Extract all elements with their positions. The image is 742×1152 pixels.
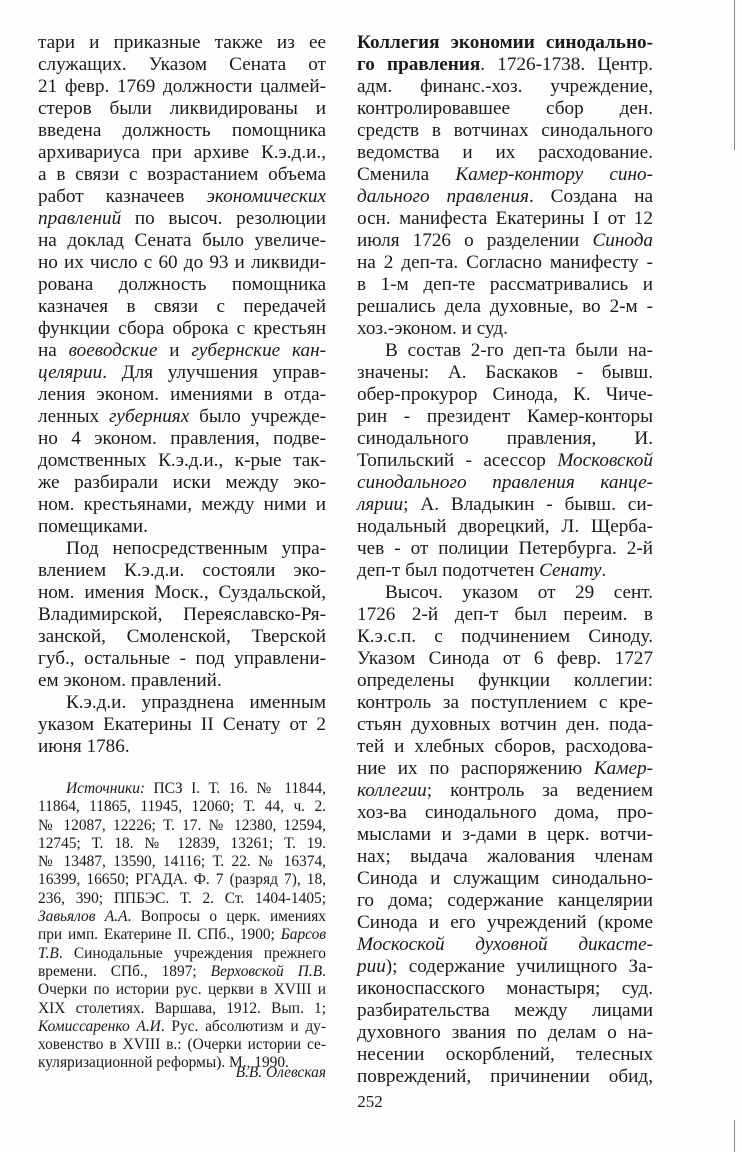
source-line: [38, 798, 326, 816]
text-run: Синода и его учреждений (кроме: [357, 912, 653, 933]
italic-term: Московской: [557, 450, 653, 471]
text-run: архивариуса при архиве К.э.д.и.,: [38, 142, 326, 163]
text-line: [38, 98, 326, 120]
source-line: [38, 1036, 326, 1054]
text-run: на 2 деп-та. Согласно манифесту -: [357, 252, 653, 273]
text-run: Топильский - асессор: [357, 450, 558, 471]
text-line: [357, 318, 653, 340]
text-run: тей и хлебных сборов, расходова-: [357, 736, 653, 757]
text-run: осн. манифеста Екатерины I от 12: [357, 208, 653, 229]
text-run: решались дела духовные, во 2-м -: [357, 296, 653, 317]
text-line: [357, 274, 653, 296]
text-line: [357, 890, 653, 912]
source-line: [38, 963, 326, 981]
text-line: [357, 230, 653, 252]
text-line: [357, 252, 653, 274]
text-run: мыслами и з-дами в церк. вотчи-: [357, 824, 653, 845]
article-author: В.В. Олевская: [235, 1064, 326, 1081]
text-line: [38, 164, 326, 186]
text-run: ленных: [38, 406, 109, 427]
text-run: определены функции коллегии:: [357, 670, 653, 691]
text-run: функции сбора оброка с крестьян: [38, 318, 326, 339]
text-run: служащих. Указом Сената от: [38, 54, 326, 75]
text-line: [38, 384, 326, 406]
italic-term: губерниях: [108, 406, 190, 427]
text-line: [38, 406, 326, 428]
source-line: [38, 1018, 326, 1036]
text-run: нодальный дворецкий, Л. Щерба-: [357, 516, 653, 537]
text-run: по высоч. резолюции: [121, 208, 326, 229]
sources-footnote: [38, 780, 326, 1073]
text-run: и: [157, 340, 192, 361]
text-run: губ., остальные - под управлени-: [38, 648, 326, 669]
source-line: [38, 871, 326, 889]
text-run: а в связи с возрастанием объема: [38, 164, 326, 185]
text-run: средств в вотчинах синодального: [357, 120, 653, 141]
text-line: [357, 692, 653, 714]
text-run: ведомства и их расходование.: [357, 142, 653, 163]
text-line: [357, 450, 653, 472]
text-line: [357, 428, 653, 450]
text-run: 16399, 16650; РГАДА. Ф. 7 (разряд 7), 18,: [38, 871, 326, 889]
text-run: ховенство в XVIII в.: (Очерки истории се-: [38, 1036, 326, 1054]
text-line: [38, 670, 326, 692]
text-run: деп-т был подотчетен: [357, 560, 540, 581]
text-line: [38, 120, 326, 142]
text-run: времени. СПб., 1897;: [38, 962, 211, 980]
text-run: тари и приказные также из ее: [38, 32, 326, 53]
text-run: 1726 2-й деп-т был переим. в: [357, 604, 653, 625]
source-line: [38, 853, 326, 871]
italic-term: коллегии: [357, 780, 427, 801]
italic-term: Москоской духовной дикасте-: [357, 934, 653, 955]
text-line: [357, 846, 653, 868]
text-line: [38, 428, 326, 450]
text-line: [38, 560, 326, 582]
italic-term: лярии: [357, 494, 404, 515]
text-run: В состав 2-го деп-та были на-: [385, 340, 653, 361]
text-line: [357, 1044, 653, 1066]
text-line: [357, 1022, 653, 1044]
text-run: было учрежде-: [189, 406, 326, 427]
text-run: Очерки по истории рус. церкви в XVIII и: [38, 981, 326, 999]
text-line: [357, 824, 653, 846]
text-line: [357, 1000, 653, 1022]
text-line: [38, 340, 326, 362]
text-run: разбирательства между лицами: [357, 1000, 653, 1021]
text-line: [38, 76, 326, 98]
text-line: [357, 780, 653, 802]
text-run: при имп. Екатерине II. СПб., 1900;: [38, 926, 281, 944]
text-line: [357, 76, 653, 98]
text-line: [38, 230, 326, 252]
text-line: [38, 692, 326, 714]
italic-term: рии: [357, 956, 386, 977]
italic-term: синодального правления канце-: [357, 472, 653, 493]
text-line: [357, 978, 653, 1000]
text-run: несении оскорблений, телесных: [357, 1044, 653, 1065]
text-run: нах; выдача жалования членам: [357, 846, 653, 867]
text-line: [357, 758, 653, 780]
text-run: . 1726-1738. Центр.: [480, 54, 654, 75]
text-run: домственных К.э.д.и., к-рые так-: [38, 450, 326, 471]
text-line: [357, 560, 653, 582]
italic-term: Сенату: [539, 560, 602, 581]
text-run: адм. финанс.-хоз. учреждение,: [357, 76, 653, 97]
text-run: повреждений, причинении обид,: [357, 1066, 653, 1087]
text-run: хоз-ва синодального дома, про-: [357, 802, 653, 823]
text-run: синодального правления, И.: [357, 428, 653, 449]
text-line: [38, 472, 326, 494]
text-line: [357, 736, 653, 758]
source-line: [38, 817, 326, 835]
text-run: 12745; Т. 18. № 12839, 13261; Т. 19.: [38, 834, 326, 852]
text-line: [357, 120, 653, 142]
text-run: XIX столетиях. Варшава, 1912. Вып. 1;: [38, 999, 326, 1017]
text-run: рин - президент Камер-конторы: [357, 406, 653, 427]
text-run: стьян духовных вотчин ден. пода-: [357, 714, 653, 735]
text-run: . Создана на: [528, 186, 653, 207]
text-run: К.э.д.и. упразднена именным: [66, 692, 326, 713]
text-line: [357, 362, 653, 384]
text-run: июня 1786.: [38, 736, 130, 757]
text-run: но их число с 60 до 93 и ликвиди-: [38, 252, 326, 273]
source-line: [38, 835, 326, 853]
text-line: [357, 956, 653, 978]
text-run: помещиками.: [38, 516, 148, 537]
scan-edge-mark: [734, 0, 735, 150]
text-run: обер-прокурор Синода, К. Чиче-: [357, 384, 653, 405]
text-run: ПСЗ I. Т. 16. № 11844,: [145, 780, 326, 797]
text-run: работ казначеев: [38, 186, 207, 207]
italic-term: воеводские: [68, 340, 158, 361]
text-run: го дома; содержание канцелярии: [357, 890, 653, 911]
text-run: куляризационной реформы). М., 1990.: [38, 1054, 289, 1072]
text-line: [38, 736, 326, 758]
text-line: [38, 362, 326, 384]
text-line: [357, 648, 653, 670]
text-run: . Вопросы о церк. имениях: [127, 908, 326, 926]
text-run: Сменила: [357, 164, 456, 185]
italic-term: Синода: [592, 230, 653, 251]
italic-term: Комиссаренко А.И: [38, 1017, 161, 1035]
text-line: [38, 648, 326, 670]
text-run: .: [601, 560, 607, 581]
text-line: [38, 538, 326, 560]
italic-term: Барсов: [280, 926, 326, 944]
source-line: [38, 926, 326, 944]
text-line: [357, 1066, 653, 1088]
text-line: [357, 626, 653, 648]
text-line: [38, 318, 326, 340]
italic-term: Камер-контору сино-: [455, 164, 653, 185]
text-run: влением К.э.д.и. состояли эко-: [38, 560, 326, 581]
text-line: [38, 450, 326, 472]
text-line: [357, 494, 653, 516]
text-run: в 1-м деп-те рассматривались и: [357, 274, 653, 295]
text-run: июля 1726 о разделении: [357, 230, 593, 251]
text-line: [357, 208, 653, 230]
text-run: № 13487, 13590, 14116; Т. 22. № 16374,: [38, 853, 326, 871]
text-line: [357, 406, 653, 428]
text-run: . Синодальные учреждения прежнего: [58, 944, 326, 962]
text-run: контролировавшее сбор ден.: [357, 98, 653, 119]
text-line: [357, 582, 653, 604]
text-run: духовного звания по делам о на-: [357, 1022, 653, 1043]
text-run: но 4 эконом. правления, подве-: [38, 428, 326, 449]
text-line: [38, 274, 326, 296]
text-line: [357, 912, 653, 934]
italic-term: Камер-: [593, 758, 653, 779]
text-run: Владимирской, Переяславско-Ря-: [38, 604, 326, 625]
text-run: на: [38, 340, 69, 361]
italic-term: Источники:: [66, 780, 146, 797]
text-run: 11864, 11865, 11945, 12060; Т. 44, ч. 2.: [38, 798, 326, 816]
text-run: . Рус. абсолютизм и ду-: [160, 1017, 326, 1035]
text-line: [38, 626, 326, 648]
italic-term: Завьялов А.А: [38, 908, 128, 926]
text-line: [38, 714, 326, 736]
text-line: [357, 384, 653, 406]
text-run: указом Екатерины II Сенату от 2: [38, 714, 326, 735]
text-line: [357, 802, 653, 824]
italic-term: Верховской П.В: [210, 962, 323, 980]
text-run: ); содержание училищного За-: [385, 956, 653, 977]
text-line: [357, 472, 653, 494]
text-line: [38, 494, 326, 516]
text-run: ления эконом. имениями в отда-: [38, 384, 326, 405]
text-run: ; контроль за ведением: [426, 780, 653, 801]
text-run: введена должность помощника: [38, 120, 326, 141]
text-run: 236, 390; ППБЭС. Т. 2. Ст. 1404-1405;: [38, 889, 326, 907]
text-run: . Для улучшения управ-: [102, 362, 326, 383]
text-line: [357, 32, 653, 54]
italic-term: правлений: [38, 208, 122, 229]
text-line: [38, 604, 326, 626]
text-run: ем эконом. правлений.: [38, 670, 222, 691]
text-line: [357, 186, 653, 208]
text-run: ; А. Владыкин - бывш. си-: [403, 494, 653, 515]
text-run: же разбирали иски между эко-: [38, 472, 326, 493]
source-line: [38, 945, 326, 963]
text-run: 21 февр. 1769 должности цалмей-: [38, 76, 326, 97]
text-line: [38, 252, 326, 274]
scan-edge-mark: [734, 1120, 735, 1152]
italic-term: экономических: [206, 186, 326, 207]
italic-term: дального правления: [357, 186, 529, 207]
text-run: Высоч. указом от 29 сент.: [385, 582, 653, 603]
text-line: [38, 296, 326, 318]
bold-heading: го правления: [357, 54, 481, 75]
text-run: на доклад Сената было увеличе-: [38, 230, 326, 251]
text-line: [357, 516, 653, 538]
text-line: [357, 164, 653, 186]
text-line: [357, 670, 653, 692]
text-line: [38, 186, 326, 208]
text-line: [357, 604, 653, 626]
text-run: Под непосредственным упра-: [66, 538, 326, 559]
right-column: [357, 32, 653, 1088]
text-line: [38, 142, 326, 164]
source-line: [38, 890, 326, 908]
text-run: занской, Смоленской, Тверской: [38, 626, 326, 647]
text-line: [38, 208, 326, 230]
text-line: [357, 538, 653, 560]
source-line: [38, 780, 326, 798]
text-line: [38, 582, 326, 604]
text-run: значены: А. Баскаков - бывш.: [357, 362, 653, 383]
text-run: хоз.-эконом. и суд.: [357, 318, 508, 339]
source-line: [38, 1000, 326, 1018]
text-run: рована должность помощника: [38, 274, 326, 295]
text-line: [38, 516, 326, 538]
text-run: Указом Синода от 6 февр. 1727: [357, 648, 653, 669]
text-run: казначея в связи с передачей: [38, 296, 326, 317]
text-run: чев - от полиции Петербурга. 2-й: [357, 538, 653, 559]
text-run: ном. имения Моск., Суздальской,: [38, 582, 326, 603]
text-run: .: [322, 962, 326, 980]
page-number: 252: [357, 1092, 383, 1111]
text-run: иконоспасского монастыря; суд.: [357, 978, 653, 999]
text-line: [357, 296, 653, 318]
text-line: [357, 54, 653, 76]
text-run: контроль за поступлением с кре-: [357, 692, 653, 713]
text-run: ном. крестьянами, между ними и: [38, 494, 326, 515]
text-line: [357, 340, 653, 362]
text-line: [38, 54, 326, 76]
bold-heading: Коллегия экономии синодально-: [357, 32, 653, 53]
text-line: [357, 714, 653, 736]
italic-term: целярии: [38, 362, 103, 383]
italic-term: губернские кан-: [191, 340, 326, 361]
text-line: [357, 868, 653, 890]
text-run: ние их по распоряжению: [357, 758, 594, 779]
text-line: [357, 934, 653, 956]
source-line: [38, 908, 326, 926]
left-column: [38, 32, 326, 758]
text-run: стеров были ликвидированы и: [38, 98, 326, 119]
text-line: [38, 32, 326, 54]
source-line: [38, 981, 326, 999]
text-line: [357, 142, 653, 164]
italic-term: Т.В: [38, 944, 59, 962]
text-run: № 12087, 12226; Т. 17. № 12380, 12594,: [38, 816, 326, 834]
text-run: К.э.с.п. с подчинением Синоду.: [357, 626, 653, 647]
text-run: Синода и служащим синодально-: [357, 868, 653, 889]
text-line: [357, 98, 653, 120]
